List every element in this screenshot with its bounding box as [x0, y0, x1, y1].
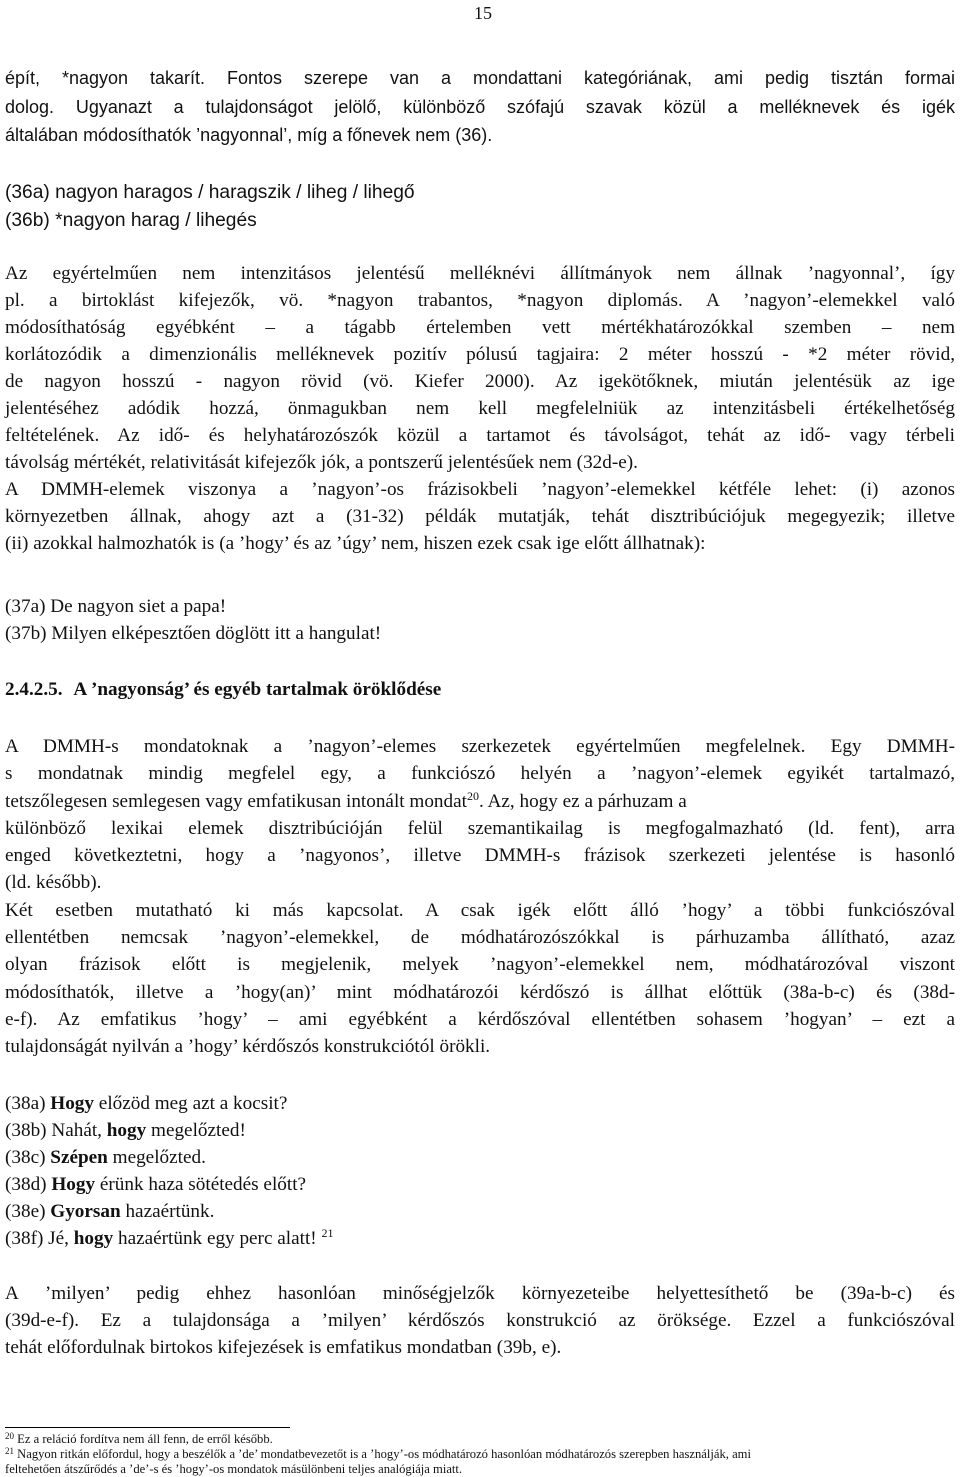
footnote-text: Ez a reláció fordítva nem áll fenn, de erről később.	[17, 1432, 273, 1446]
example-text: hazaértünk egy perc alatt!	[113, 1228, 322, 1249]
paragraph-dmmh	[5, 733, 955, 1061]
paragraph-line: távolság mértékét, relativitását kifejezők jók, a pontszerű jelentésűek nem (32d-e).	[5, 452, 638, 473]
example-text: előzöd meg azt a kocsit?	[94, 1093, 288, 1114]
footnote-ref-20: 20	[466, 788, 479, 803]
example-bold: hogy	[106, 1120, 147, 1141]
footnote-20	[5, 1432, 955, 1447]
footnote-text: feltehetően átszűrődés a ’de’-s és ’hogy’-os mondatok másülönbeni teljes analógiája miatt.	[5, 1462, 463, 1476]
paragraph-line: korlátozódik a dimenzionális melléknevek pozitív pólusú tagjaira: 2 méter hosszú - *2 méter rövid,	[5, 344, 955, 365]
paragraph-fragment: . Az, hogy ez a párhuzam a	[478, 790, 687, 812]
example-36a: (36a) nagyon haragos / haragszik / liheg / lihegő	[5, 182, 415, 203]
example-38a	[5, 1091, 287, 1118]
paragraph-line: különböző lexikai elemek disztribúcióján felül szemantikailag is megfogalmazható (ld. fent), arra	[5, 817, 955, 839]
paragraph-line: tehát előfordulnak birtokos kifejezések is emfatikus mondatban (39b, e).	[5, 1337, 562, 1358]
example-bold: Gyorsan	[50, 1201, 121, 1222]
paragraph-line: pl. a birtoklást kifejezők, vö. *nagyon trabantos, *nagyon diplomás. A ’nagyon’-elemekkel való	[5, 290, 955, 311]
example-text: (38f) Jé,	[5, 1228, 74, 1249]
example-bold: Hogy	[50, 1093, 94, 1114]
footnote-ref-21: 21	[321, 1226, 334, 1240]
paragraph-intro	[5, 64, 955, 150]
example-text: (38e)	[5, 1201, 51, 1222]
paragraph-line: épít, *nagyon takarít. Fontos szerepe van a mondattani kategóriának, ami pedig tisztán formai	[5, 68, 955, 88]
example-38c	[5, 1145, 206, 1172]
example-text: (38c)	[5, 1147, 51, 1168]
paragraph-line: tulajdonságát nyilván a ’hogy’ kérdőszós konstrukciótól örökli.	[5, 1036, 491, 1058]
paragraph-line	[5, 788, 955, 815]
example-text: hazaértünk.	[120, 1201, 215, 1222]
paragraph-line: A DMMH-elemek viszonya a ’nagyon’-os frázisokbeli ’nagyon’-elemekkel kétféle lehet: (i) azonos	[5, 479, 955, 500]
paragraph-line: dolog. Ugyanazt a tulajdonságot jelölő, különböző szófajú szavak közül a melléknevek és igék	[5, 96, 955, 117]
footnote-mark: 20	[5, 1431, 14, 1441]
paragraph-line: e-f). Az emfatikus ’hogy’ – ami egyébként a kérdőszóval ellentétben sohasem ’hogyan’ – ezt a	[5, 1008, 955, 1030]
example-38b	[5, 1118, 246, 1145]
section-number: 2.4.2.5.	[5, 679, 63, 700]
paragraph-line: Az egyértelműen nem intenzitásos jelentésű melléknévi állítmányok nem állnak ’nagyonnal’, így	[5, 263, 955, 284]
example-bold: hogy	[73, 1228, 114, 1249]
footnote-mark: 21	[5, 1446, 14, 1456]
example-38d	[5, 1172, 306, 1199]
paragraph-line: s mondatnak mindig megfelel egy, a funkciószó helyén a ’nagyon’-elemek egyikét tartalmazó,	[5, 763, 955, 785]
example-text: megelőzted.	[107, 1147, 206, 1168]
example-bold: Hogy	[51, 1174, 96, 1195]
example-bold: Szépen	[50, 1147, 108, 1168]
paragraph-line: általában módosíthatók ’nagyonnal’, míg a főnevek nem (36).	[5, 125, 493, 145]
paragraph-line: (39d-e-f). Ez a tulajdonsága a ’milyen’ kérdőszós konstrukció az öröksége. Ezzel a funkciószóval	[5, 1310, 955, 1331]
example-38e	[5, 1199, 214, 1226]
paragraph-intensity	[5, 260, 955, 557]
example-37a: (37a) De nagyon siet a papa!	[5, 596, 227, 617]
paragraph-line: (ii) azokkal halmozhatók is (a ’hogy’ és az ’úgy’ nem, hiszen ezek csak ige előtt állhatnak):	[5, 533, 706, 554]
paragraph-milyen	[5, 1280, 955, 1361]
paragraph-line: de nagyon hosszú - nagyon rövid (vö. Kiefer 2000). Az igekötőknek, miután jelentésük az ige	[5, 371, 955, 392]
footnote-text: Nagyon ritkán előfordul, hogy a beszélők a ’de’ mondatbevezetőt is a ’hogy’-os módhatározó hasonlóan módhatározós szerepben használják, ami	[17, 1447, 751, 1461]
paragraph-line: enged következtetni, hogy a ’nagyonos’, illetve DMMH-s frázisok szerkezeti jelentése is hasonló	[5, 845, 955, 867]
paragraph-line: (ld. később).	[5, 872, 102, 894]
footnotes	[5, 1432, 955, 1477]
footnote-21-continued	[5, 1462, 955, 1477]
section-heading	[5, 677, 441, 704]
paragraph-line: olyan frázisok előtt is megjelenik, melyek ’nagyon’-elemekkel nem, módhatározóval viszont	[5, 954, 955, 976]
paragraph-line: módosíthatók, illetve a ’hogy(an)’ mint módhatározói kérdőszó is állhat előttük (38a-b-c) és (38d-	[5, 981, 955, 1003]
paragraph-line: feltételének. Az idő- és helyhatározószók közül a tartamot és távolságot, tehát az idő- vagy térbeli	[5, 425, 955, 446]
paragraph-line: A ’milyen’ pedig ehhez hasonlóan minőségjelzők környezeteibe helyettesíthető be (39a-b-c) és	[5, 1283, 955, 1304]
example-text: érünk haza sötétedés előtt?	[95, 1174, 307, 1195]
paragraph-line: jelentéséhez adódik hozzá, önmagukban nem kell megfelelniük az intenzitásbeli értékelhetőség	[5, 398, 955, 419]
example-37b: (37b) Milyen elképesztően döglött itt a hangulat!	[5, 623, 382, 644]
paragraph-line: A DMMH-s mondatoknak a ’nagyon’-elemes szerkezetek egyértelműen megfelelnek. Egy DMMH-	[5, 736, 955, 757]
footnote-separator	[5, 1427, 290, 1428]
example-text: (38d)	[5, 1174, 52, 1195]
paragraph-line: módosíthatóság egyébként – a tágabb értelemben vett mértékhatározókkal szemben – nem	[5, 317, 955, 338]
example-text: megelőzted!	[146, 1120, 246, 1141]
example-38f	[5, 1226, 333, 1253]
page-number: 15	[474, 3, 492, 23]
paragraph-line: ellentétben nemcsak ’nagyon’-elemekkel, de módhatározószókkal is párhuzamba állítható, azaz	[5, 927, 955, 949]
example-36b: (36b) *nagyon harag / lihegés	[5, 210, 257, 231]
example-text: (38a)	[5, 1093, 51, 1114]
footnote-21	[5, 1447, 955, 1462]
section-title: A ’nagyonság’ és egyéb tartalmak öröklődése	[73, 679, 442, 700]
paragraph-line: Két esetben mutatható ki más kapcsolat. A csak igék előtt álló ’hogy’ a többi funkciószóval	[5, 899, 955, 921]
paragraph-fragment: tetszőlegesen semlegesen vagy emfatikusan intonált mondat	[5, 790, 467, 812]
paragraph-line: környezetben állnak, ahogy azt a (31-32) példák mutatják, tehát disztribúciójuk megegyezik; illetve	[5, 506, 955, 527]
example-text: (38b) Nahát,	[5, 1120, 107, 1141]
